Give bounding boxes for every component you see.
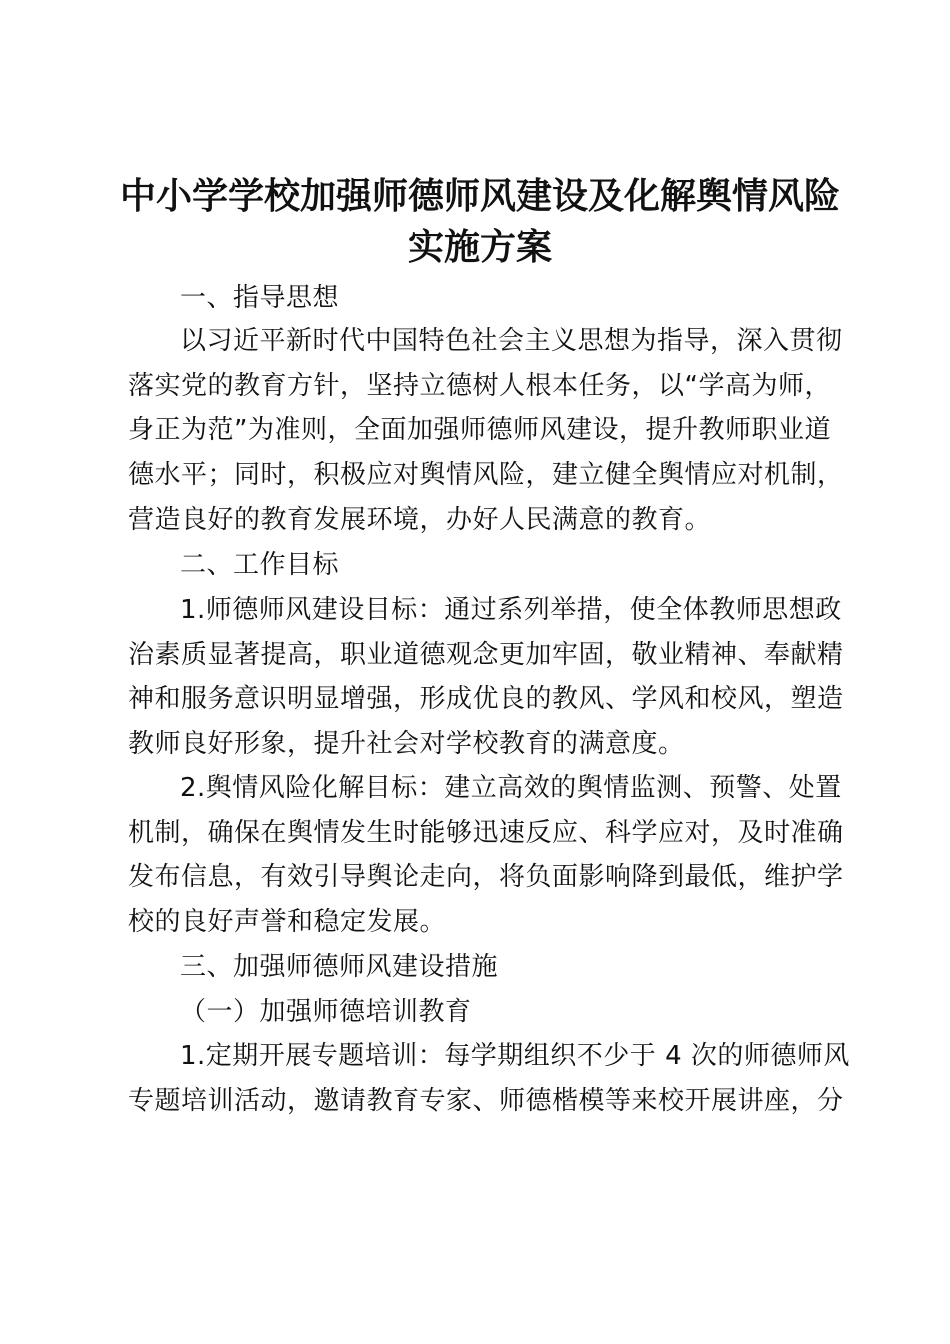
- body-line: 机制，确保在舆情发生时能够迅速反应、科学应对，及时准确: [128, 818, 844, 848]
- section-heading-work-goals: 二、工作目标: [180, 550, 340, 580]
- body-line: 教师良好形象，提升社会对学校教育的满意度。: [128, 729, 685, 759]
- body-line: 以习近平新时代中国特色社会主义思想为指导，深入贯彻: [180, 326, 843, 356]
- body-line: 神和服务意识明显增强，形成优良的教风、学风和校风，塑造: [128, 684, 844, 714]
- document-title-line-1: 中小学学校加强师德师风建设及化解舆情风险: [119, 176, 840, 217]
- section-heading-guiding-ideology: 一、指导思想: [180, 283, 340, 313]
- body-line: 1.师德师风建设目标：通过系列举措，使全体教师思想政: [180, 595, 842, 625]
- section-heading-measures: 三、加强师德师风建设措施: [180, 952, 499, 982]
- subsection-heading-training: （一）加强师德培训教育: [180, 997, 472, 1027]
- body-line: 落实党的教育方针，坚持立德树人根本任务，以“学高为师，: [128, 371, 831, 401]
- body-line: 专题培训活动，邀请教育专家、师德楷模等来校开展讲座，分: [128, 1086, 844, 1116]
- body-line: 身正为范”为准则，全面加强师德师风建设，提升教师职业道: [128, 415, 831, 445]
- body-line: 营造良好的教育发展环境，办好人民满意的教育。: [128, 505, 712, 535]
- body-line: 1.定期开展专题培训：每学期组织不少于 4 次的师德师风: [180, 1041, 850, 1071]
- body-line: 2.舆情风险化解目标：建立高效的舆情监测、预警、处置: [180, 773, 842, 803]
- body-line: 校的良好声誉和稳定发展。: [128, 907, 447, 937]
- body-line: 发布信息，有效引导舆论走向，将负面影响降到最低，维护学: [128, 862, 844, 892]
- document-title-line-2: 实施方案: [407, 227, 552, 268]
- body-line: 德水平；同时，积极应对舆情风险，建立健全舆情应对机制，: [128, 460, 844, 490]
- body-line: 治素质显著提高，职业道德观念更加牢固，敬业精神、奉献精: [128, 640, 844, 670]
